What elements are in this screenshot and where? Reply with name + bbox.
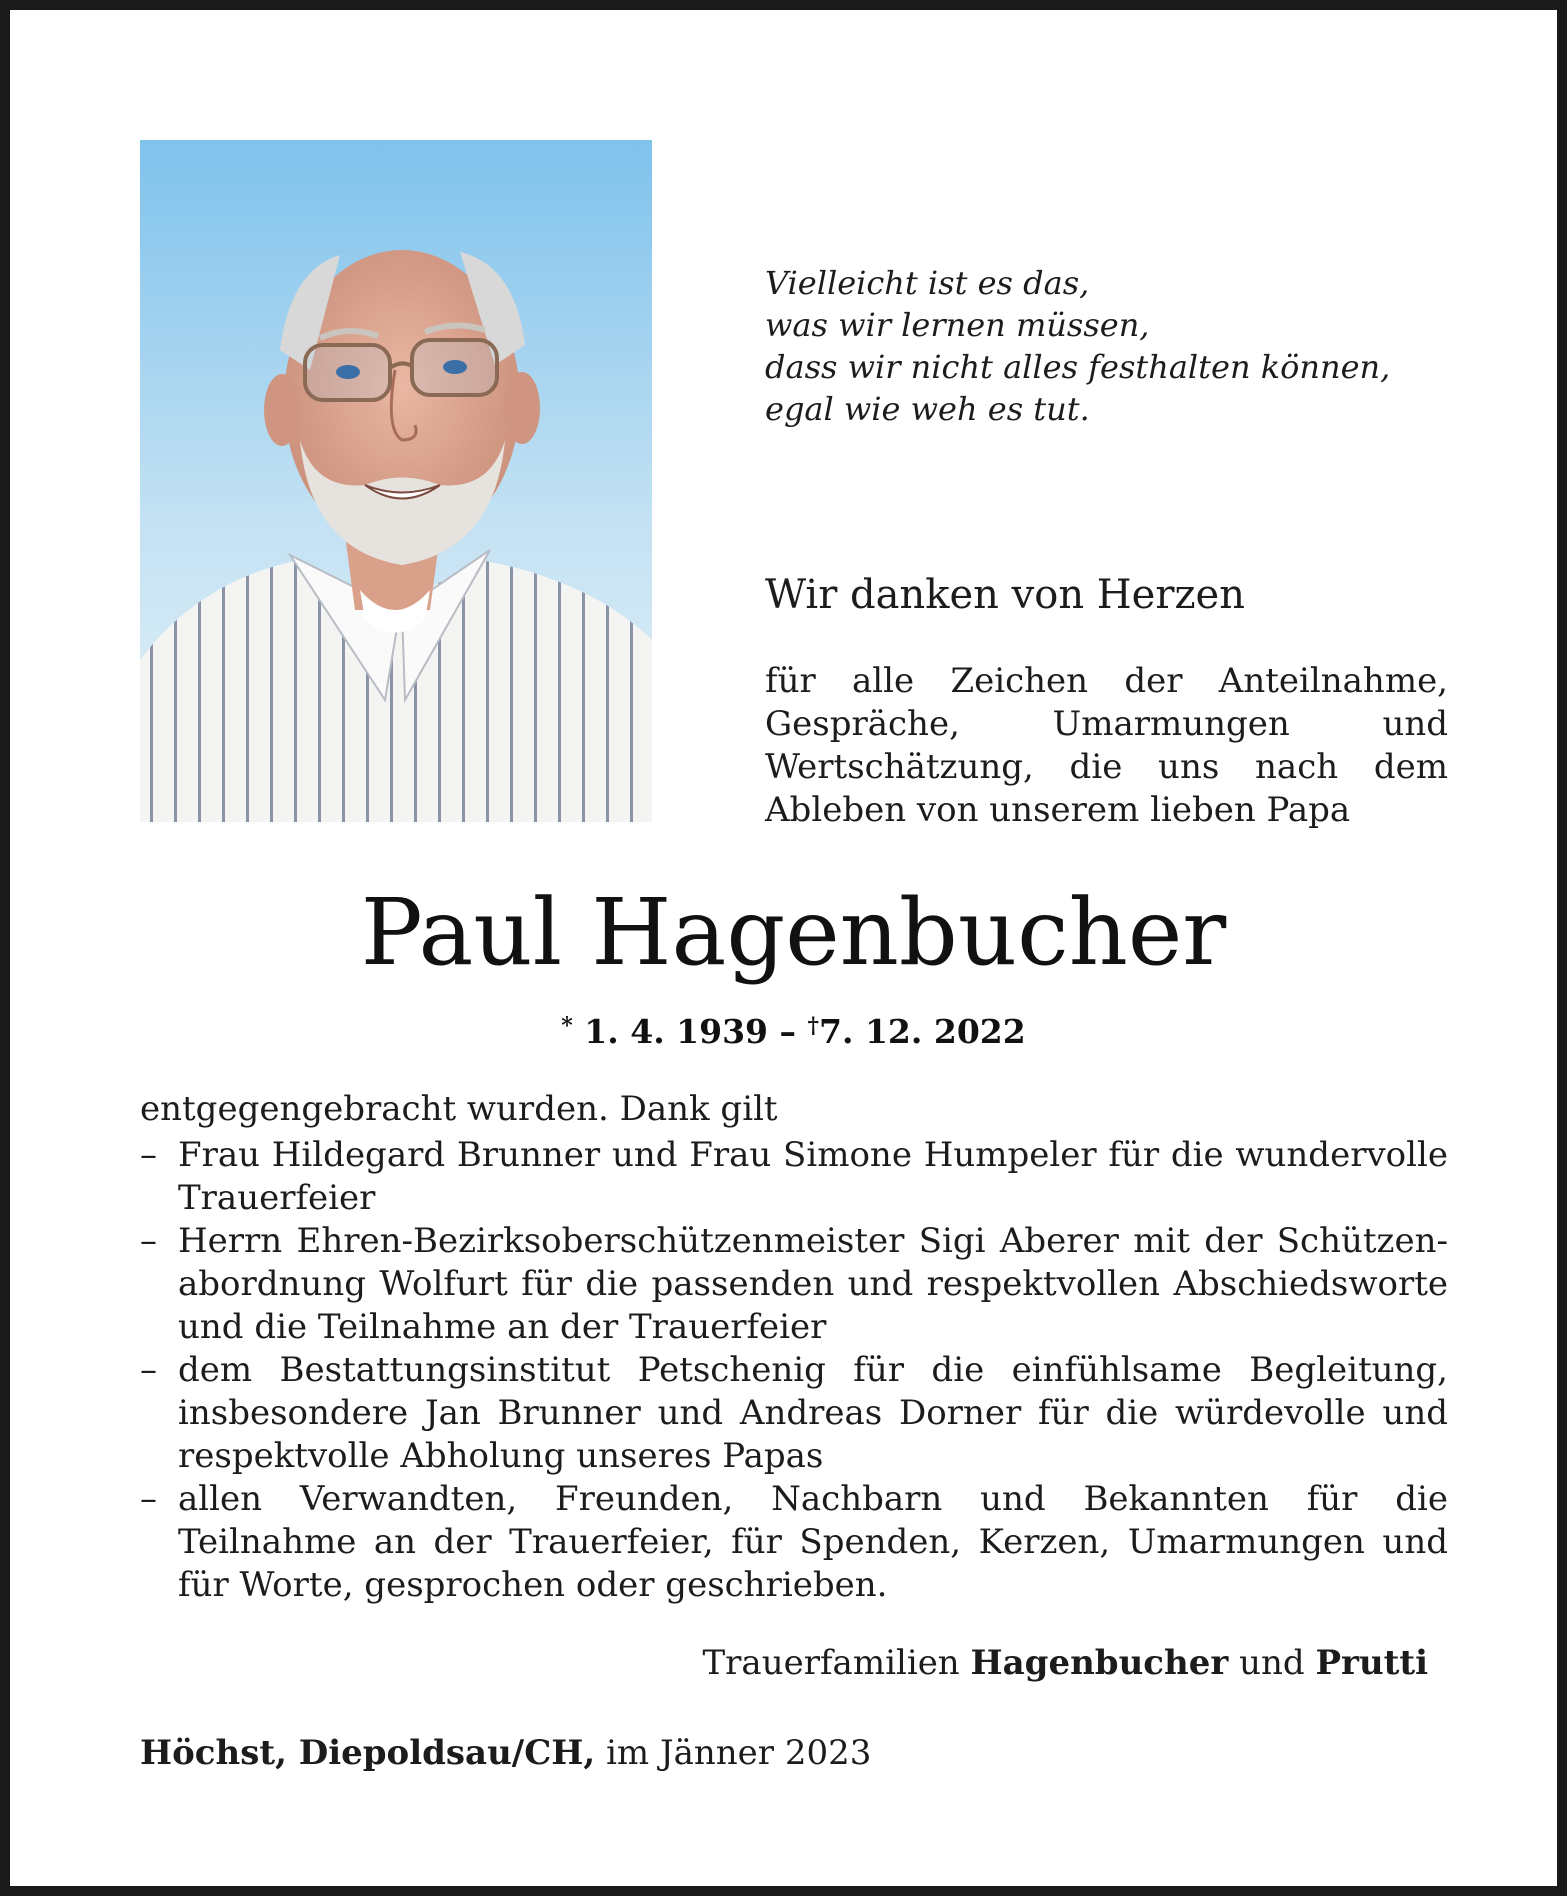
list-item-text: Frau Hildegard Brunner und Frau Simone Humpeler für die wundervolle Trauerfeier: [178, 1135, 1448, 1218]
list-item: [140, 1478, 1448, 1607]
list-item-text: dem Bestattungsinstitut Petschenig für die einfühlsame Begleitung, insbesondere Jan Brunner und Andreas Dorner für die würdevolle und respektvolle Abholung unseres Papas: [178, 1350, 1448, 1476]
place-date-line: [140, 1732, 871, 1775]
list-item: [140, 1134, 1448, 1220]
family-name-1: Hagenbucher: [970, 1643, 1229, 1683]
family-name-2: Prutti: [1315, 1643, 1428, 1683]
portrait-photo: [140, 140, 652, 822]
place-date: im Jänner 2023: [606, 1733, 872, 1773]
intro-paragraph: für alle Zeichen der Anteilnahme, Gespräche, Umarmungen und Wertschätzung, die uns nach dem Ableben von unserem lieben Papa: [765, 661, 1448, 830]
list-item: [140, 1220, 1448, 1349]
body-lead: entgegengebracht wurden. Dank gilt: [140, 1089, 778, 1129]
life-dates: [10, 1006, 1567, 1052]
poem-line: egal wie weh es tut.: [765, 390, 1090, 428]
list-item: [140, 1349, 1448, 1478]
poem-line: dass wir nicht alles festhalten können,: [765, 348, 1391, 386]
list-dash: –: [140, 1221, 157, 1261]
family-signature: [703, 1642, 1429, 1685]
list-dash: –: [140, 1479, 157, 1519]
list-dash: –: [140, 1135, 157, 1175]
thanks-list: [140, 1134, 1448, 1607]
deceased-name: Paul Hagenbucher: [360, 879, 1227, 986]
birth-symbol: *: [561, 1013, 573, 1039]
signature-prefix: Trauerfamilien: [702, 1643, 960, 1683]
birth-date: 1. 4. 1939: [584, 1012, 769, 1051]
poem-line: Vielleicht ist es das,: [765, 264, 1090, 302]
death-symbol: †: [807, 1013, 820, 1039]
thanks-heading: Wir danken von Herzen: [765, 572, 1245, 618]
death-date: 7. 12. 2022: [819, 1012, 1026, 1051]
list-item-text: allen Verwandten, Freunden, Nachbarn und Bekannten für die Teilnahme an der Trauerfeier, für Spenden, Kerzen, Umarmungen und für Worte, gesprochen oder geschrieben.: [178, 1479, 1448, 1605]
place-locations: Höchst, Diepoldsau/CH,: [140, 1733, 596, 1773]
date-separator: –: [768, 1012, 808, 1051]
list-item-text: Herrn Ehren-Bezirksoberschützenmeister Sigi Aberer mit der Schützenabordnung Wolfurt für die passenden und respektvollen Abschiedsworte und die Teilnahme an der Trauerfeier: [178, 1221, 1448, 1347]
signature-connector: und: [1239, 1643, 1305, 1683]
list-dash: –: [140, 1350, 157, 1390]
poem-line: was wir lernen müssen,: [765, 306, 1150, 344]
poem: [765, 262, 1485, 430]
